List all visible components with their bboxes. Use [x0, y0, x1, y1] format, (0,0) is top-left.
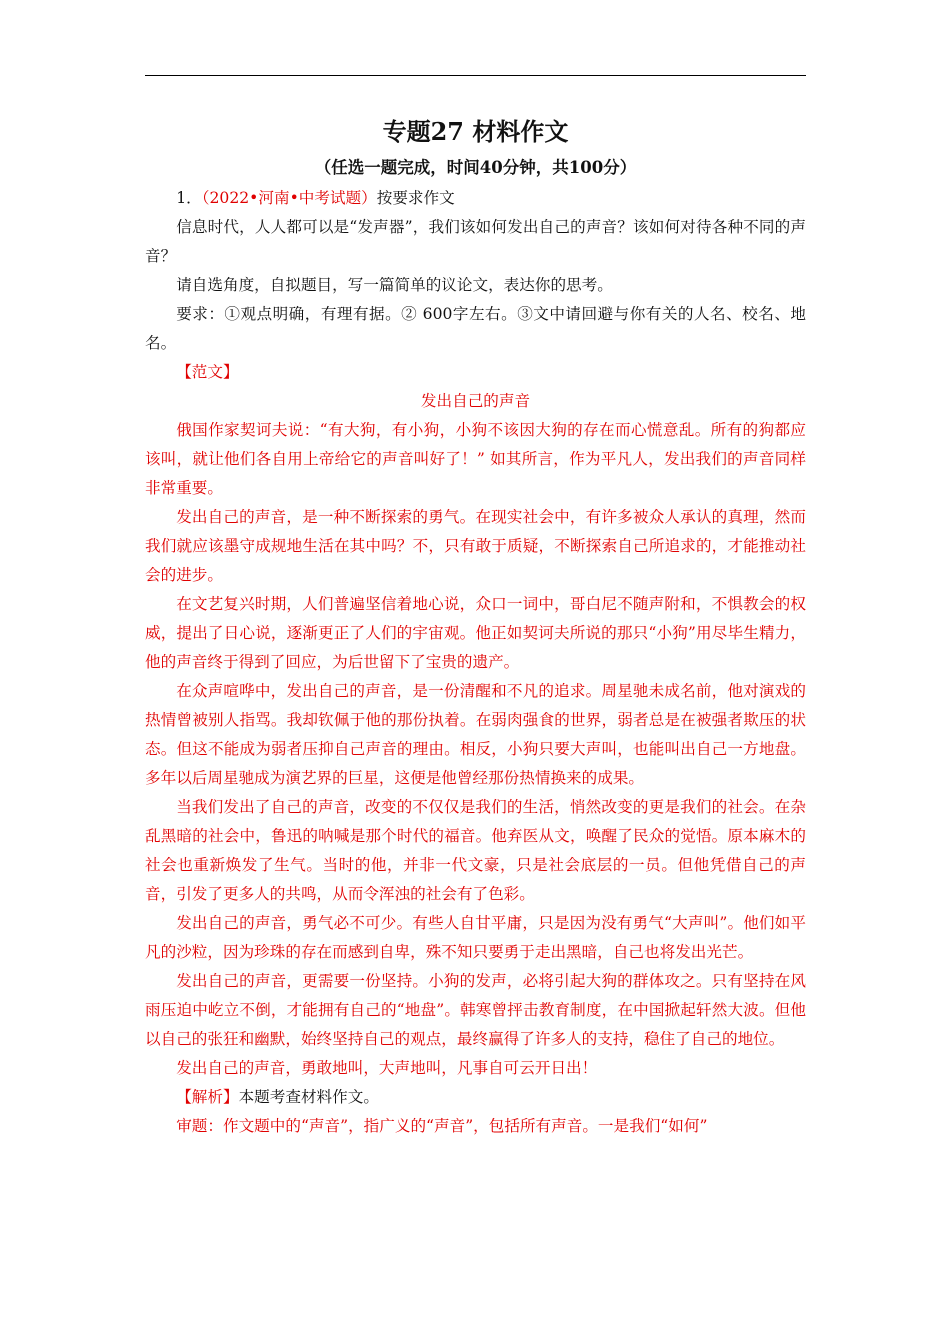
sample-paragraph: 发出自己的声音，是一种不断探索的勇气。在现实社会中，有许多被众人承认的真理，然而我们就应该墨守成规地生活在其中吗？不，只有敢于质疑，不断探索自己所追求的，才能推动社会的进步。 — [145, 508, 806, 584]
analysis-text: 审题：作文题中的“声音”，指广义的“声音”，包括所有声音。一是我们“如何” — [176, 1117, 708, 1135]
sample-paragraph: 在文艺复兴时期，人们普遍坚信着地心说，众口一词中，哥白尼不随声附和，不惧教会的权威，提出了日心说，逐渐更正了人们的宇宙观。他正如契诃夫所说的那只“小狗”用尽毕生精力，他的声音终于得到了回应，为后世留下了宝贵的遗产。 — [145, 595, 806, 671]
document-body — [145, 112, 806, 1141]
question-line — [145, 184, 806, 213]
analysis-label: 【解析】 — [176, 1088, 239, 1106]
question-instruction: 按要求作文 — [376, 189, 455, 207]
sample-paragraph: 当我们发出了自己的声音，改变的不仅仅是我们的生活，悄然改变的更是我们的社会。在杂乱黑暗的社会中，鲁迅的呐喊是那个时代的福音。他弃医从文，唤醒了民众的觉悟。原本麻木的社会也重新焕发了生气。当时的他，并非一代文豪，只是社会底层的一员。但他凭借自己的声音，引发了更多人的共鸣，从而令浑浊的社会有了色彩。 — [145, 798, 806, 903]
sample-label: 【范文】 — [176, 363, 239, 381]
prompt-paragraph: 请自选角度，自拟题目，写一篇简单的议论文，表达你的思考。 — [176, 276, 613, 294]
analysis-line — [145, 1083, 806, 1112]
question-source: （2022•河南•中考试题） — [201, 189, 377, 207]
sample-paragraph: 发出自己的声音，更需要一份坚持。小狗的发声，必将引起大狗的群体攻之。只有坚持在风雨压迫中屹立不倒，才能拥有自己的“地盘”。韩寒曾抨击教育制度，在中国掀起轩然大波。但他以自己的张狂和幽默，始终坚持自己的观点，最终赢得了许多人的支持，稳住了自己的地位。 — [145, 972, 806, 1048]
question-number: 1． — [176, 189, 202, 207]
analysis-intro: 本题考查材料作文。 — [238, 1088, 379, 1106]
sample-paragraph: 发出自己的声音，勇气必不可少。有些人自甘平庸，只是因为没有勇气“大声叫”。他们如平凡的沙粒，因为珍珠的存在而感到自卑，殊不知只要勇于走出黑暗，自己也将发出光芒。 — [145, 914, 806, 961]
page-title: 专题27 材料作文 — [382, 117, 569, 146]
prompt-paragraph: 信息时代，人人都可以是“发声器”，我们该如何发出自己的声音？该如何对待各种不同的声音？ — [145, 218, 806, 265]
sample-paragraph: 发出自己的声音，勇敢地叫，大声地叫，凡事自可云开日出！ — [176, 1059, 598, 1077]
sample-paragraph: 在众声喧哗中，发出自己的声音，是一份清醒和不凡的追求。周星驰未成名前，他对演戏的热情曾被别人指骂。我却钦佩于他的那份执着。在弱肉强食的世界，弱者总是在被强者欺压的状态。但这不能成为弱者压抑自己声音的理由。相反，小狗只要大声叫，也能叫出自己一方地盘。多年以后周星驰成为演艺界的巨星，这便是他曾经那份热情换来的成果。 — [145, 682, 806, 787]
sample-title: 发出自己的声音 — [420, 392, 531, 410]
header-rule — [145, 75, 806, 76]
prompt-requirements: 要求：①观点明确，有理有据。② 600字左右。③文中请回避与你有关的人名、校名、地名。 — [145, 305, 806, 352]
page-subtitle: （任选一题完成，时间40分钟，共100分） — [314, 158, 637, 177]
sample-paragraph: 俄国作家契诃夫说：“有大狗，有小狗，小狗不该因大狗的存在而心慌意乱。所有的狗都应该叫，就让他们各自用上帝给它的声音叫好了！” 如其所言，作为平凡人，发出我们的声音同样非常重要。 — [145, 421, 806, 497]
